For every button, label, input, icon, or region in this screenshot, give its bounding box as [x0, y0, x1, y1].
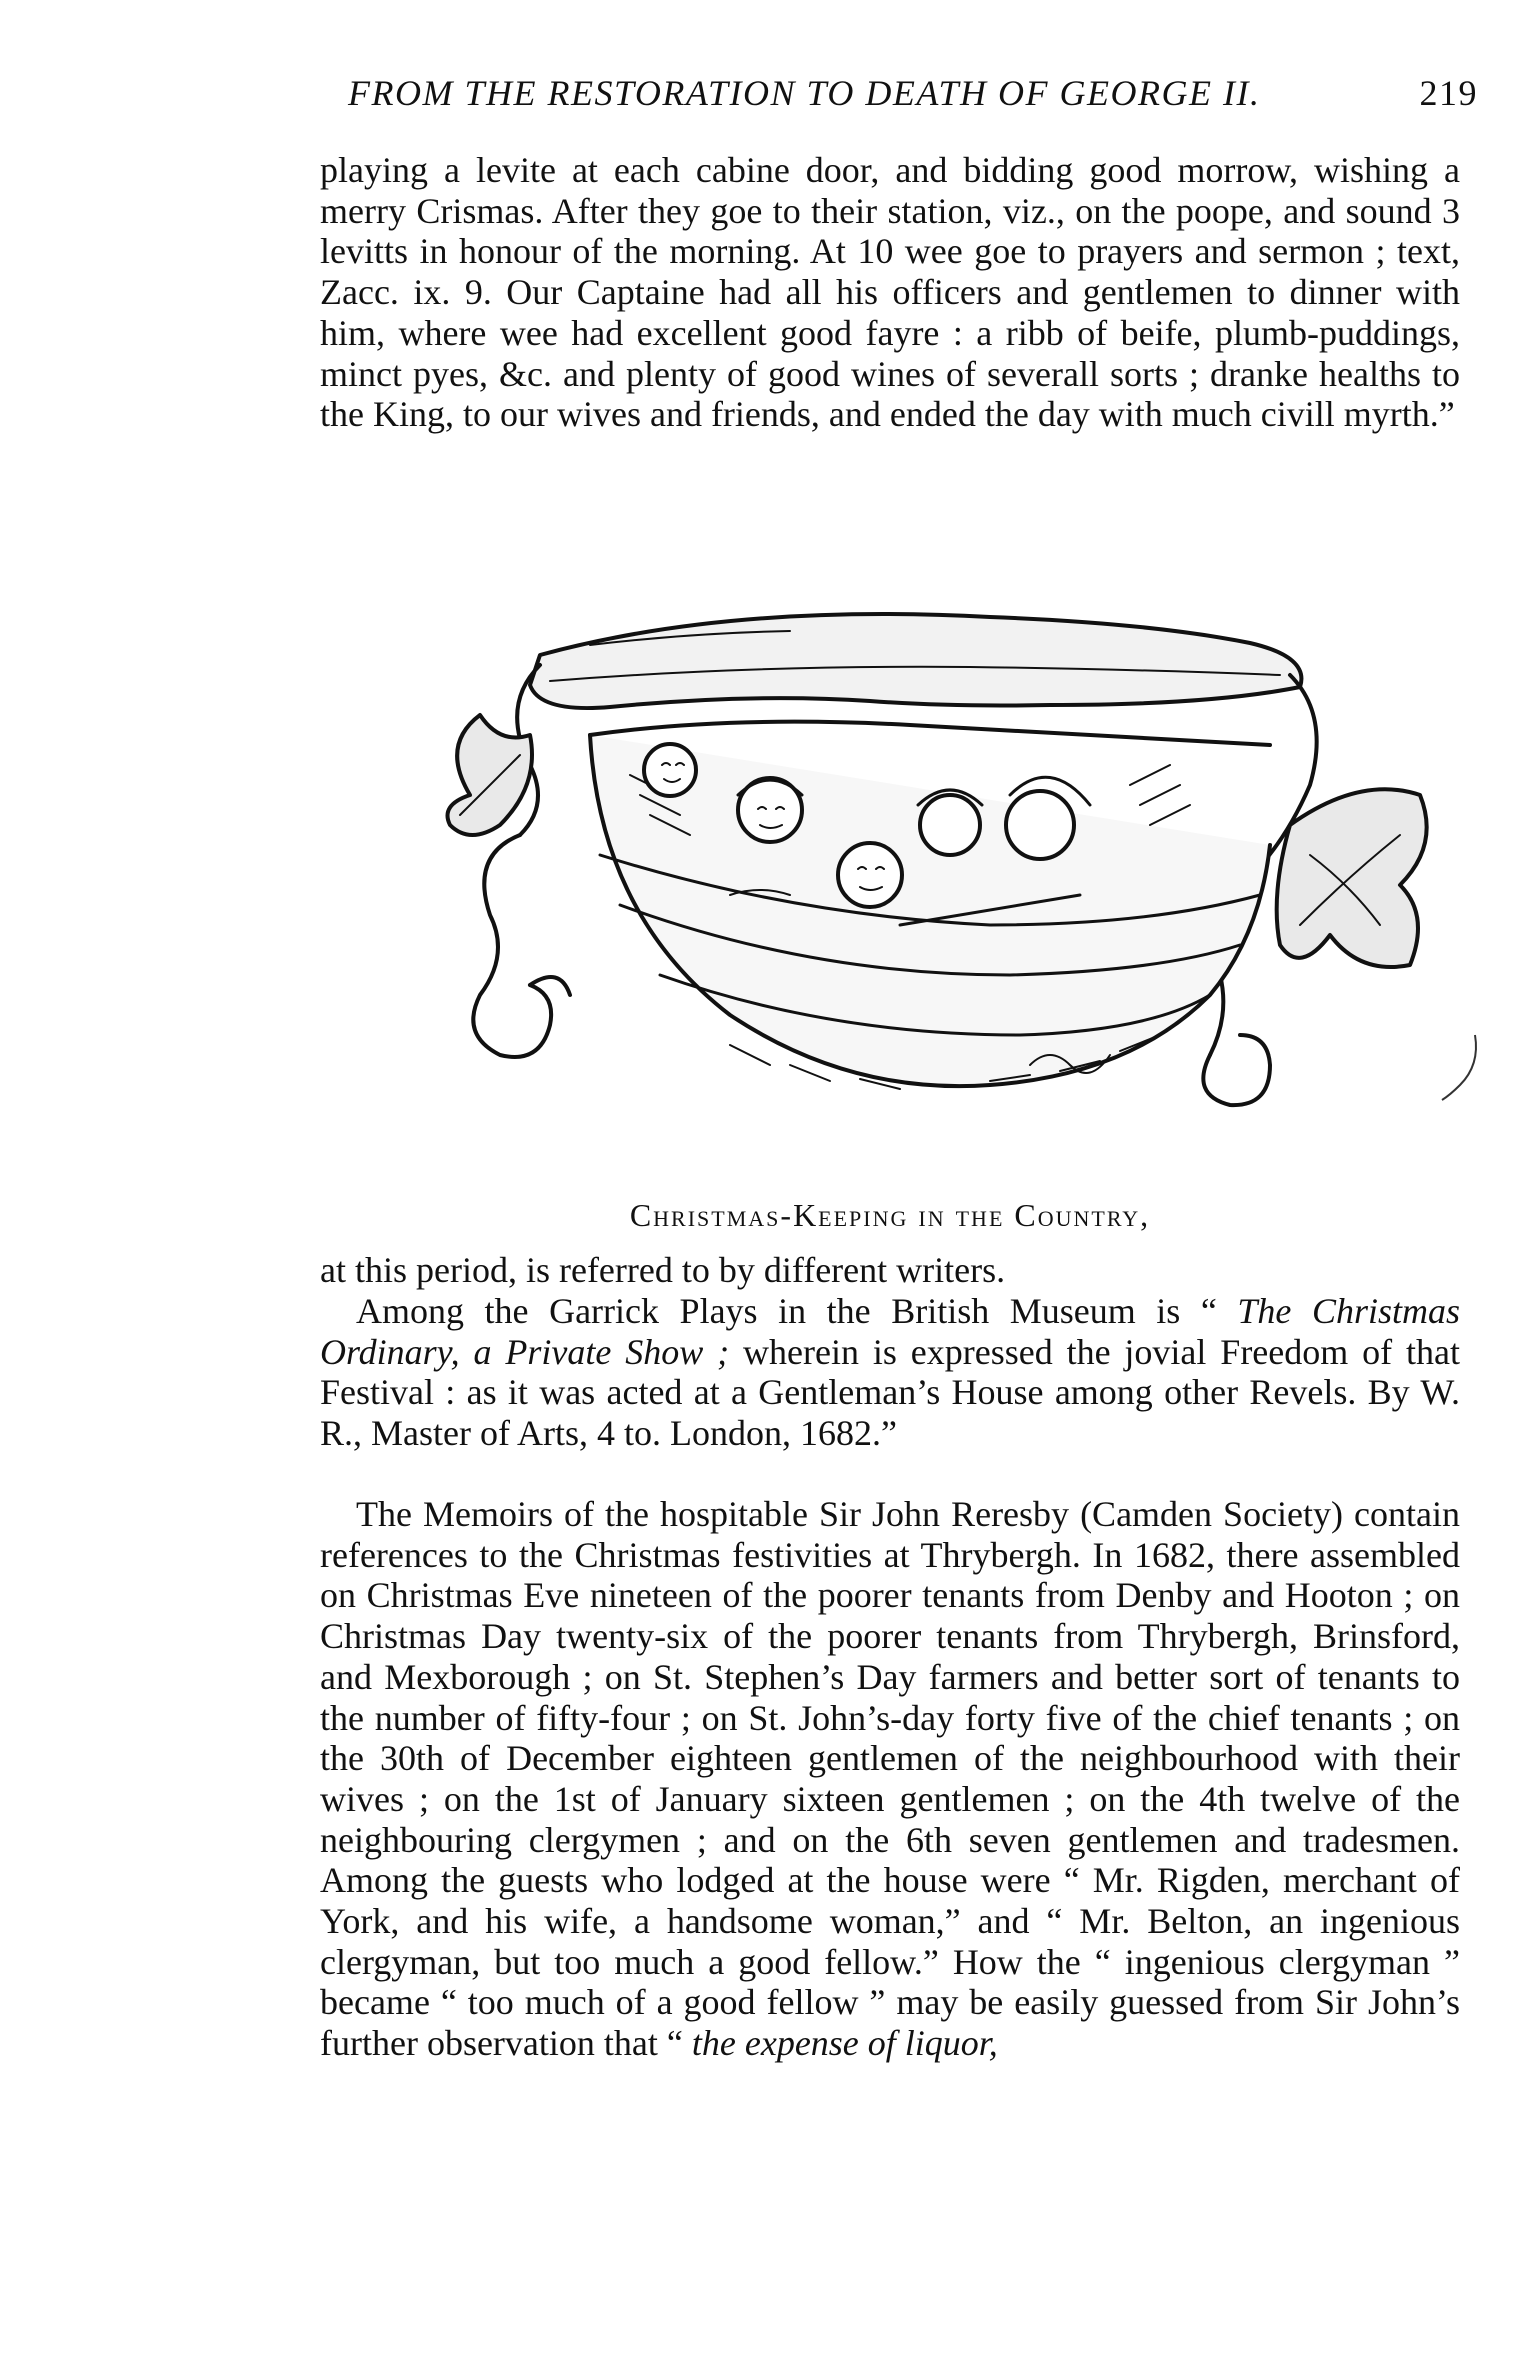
paragraph-reresby-memoirs [320, 1494, 1460, 2064]
running-header [348, 72, 1478, 114]
paragraph-period: at this period, is referred to by different writers. [320, 1250, 1006, 1290]
section-heading: Christmas-Keeping in the Country, [629, 1197, 1151, 1233]
reresby-italic-end: the expense of liquor, [691, 2023, 998, 2064]
misericord-illustration [430, 595, 1510, 1155]
reresby-text: The Memoirs of the hospitable Sir John Reresby (Camden Society) contain references to the Christmas festivities at Thrybergh. In 1682, there assembled on Christmas Eve nineteen of the poorer tenants from Denby and Hooton ; on Christmas Day twenty-six of the poorer tenants from Thrybergh, Brinsford, and Mexborough ; on St. Stephen’s Day farmers and better sort of tenants to the number of fifty-four ; on St. John’s-day forty five of the chief tenants ; on the 30th of December eighteen gentlemen of the neighbourhood with their wives ; on the 1st of January sixteen gentlemen ; on the 4th twelve of the neighbouring clergymen ; and on the 6th seven gentlemen and tradesmen. Among the guests who lodged at the house were “ Mr. Rigden, merchant of York, and his wife, a handsome woman,” and “ Mr. Belton, an ingenious clergyman, but too much a good fellow.” How the “ ingenious clergyman ” became “ too much of a good fellow ” may be easily guessed from Sir John’s further observation that “ [320, 1494, 1460, 2064]
running-title: FROM THE RESTORATION TO DEATH OF GEORGE II. [348, 73, 1261, 113]
garrick-play-title: The Christmas Ordinary, a Private Show ; [320, 1291, 1460, 1372]
garrick-rest: wherein is expressed the jovial Freedom of that Festival : as it was acted at a Gentleman’s House among other Revels. By W. R., Master of Arts, 4 to. London, 1682.” [320, 1331, 1460, 1454]
paragraph-quote-end: playing a levite at each cabine door, and bidding good morrow, wishing a merry Crismas. After they goe to their station, viz., on the poope, and sound 3 levitts in honour of the morning. At 10 wee goe to prayers and sermon ; text, Zacc. ix. 9. Our Captaine had all his officers and gentlemen to dinner with him, where wee had excellent good fayre : a ribb of beife, plumb-puddings, minct pyes, &c. and plenty of good wines of severall sorts ; dranke healths to the King, to our wives and friends, and ended the day with much civill myrth.” [320, 150, 1460, 435]
garrick-lead-in: Among the Garrick Plays in the British Museum is “ [356, 1291, 1238, 1331]
page-number: 219 [1419, 73, 1478, 113]
paragraph-garrick-plays [320, 1291, 1460, 1454]
